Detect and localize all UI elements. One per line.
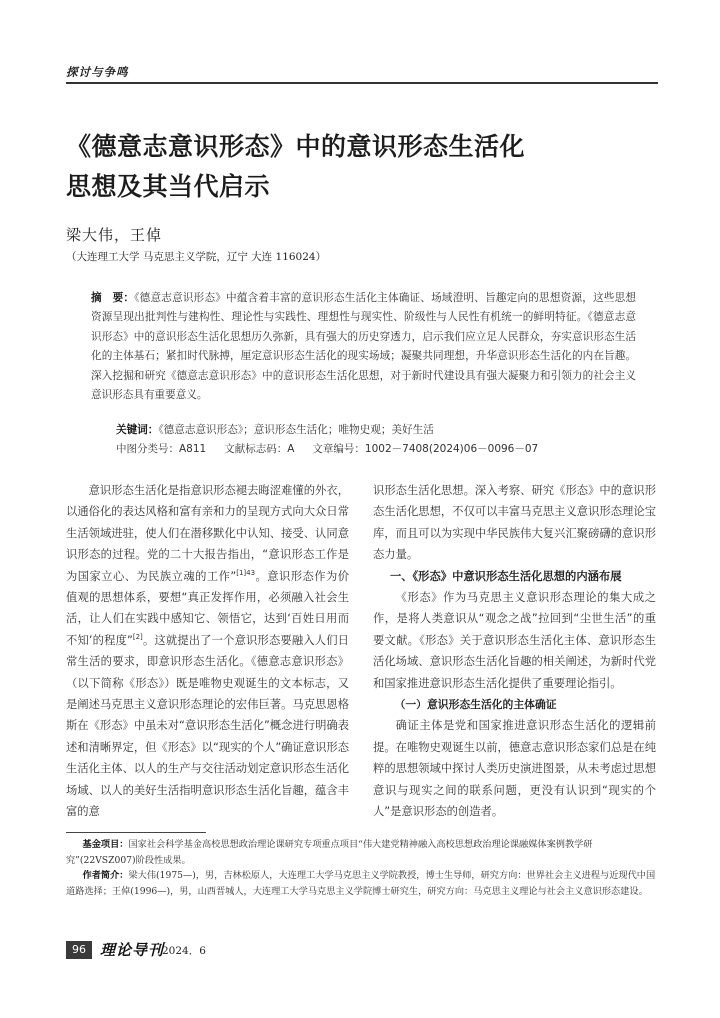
- abstract-text: 《德意志意识形态》中蕴含着丰富的意识形态生活化主体确证、场域澄明、旨趣定向的思想资源，这些思想资源呈现出批判性与建构性、理论性与实践性、理想性与现实性、阶级性与人民性有机统一的鲜明特征。《德意志意识形态》中的意识形态生活化思想历久弥新，具有强大的历史穿透力，启示我们应立足人民群众，夯实意识形态生活化的主体基石；紧扣时代脉搏，厘定意识形态生活化的现实场域；凝聚共同理想，升华意识形态生活化的内在旨趣。深入挖掘和研究《德意志意识形态》中的意识形态生活化思想，对于新时代建设具有强大凝聚力和引领力的社会主义意识形态具有重要意义。: [91, 292, 637, 402]
- footnote-fund: 基金项目：国家社会科学基金高校思想政治理论课研究专项重点项目“伟大建党精神融入高校思想政治理论课融媒体案例教学研究”(22VSZ007)阶段性成果。: [66, 839, 593, 866]
- document-code: 文献标志码：A: [224, 443, 295, 455]
- clc-number: 中图分类号：A811: [116, 443, 207, 455]
- body-left-column: [66, 480, 349, 823]
- keywords-label: 关键词：: [116, 424, 159, 436]
- citation-ref: [2]: [132, 633, 143, 642]
- paragraph: 《形态》作为马克思主义意识形态理论的集大成之作，是将人类意识从“观念之战”拉回到“尘世生活”的重要文献。《形态》关于意识形态生活化主体、意识形态生活化场域、意识形态生活化旨趣的相关阐述，为新时代党和国家推进意识形态生活化提供了重要理论指引。: [373, 591, 656, 690]
- footnote-author: 作者简介：梁大伟(1975—)，男，吉林松原人，大连理工大学马克思主义学院教授，博士生导师，研究方向：世界社会主义进程与近现代中国道路选择；王倬(1996—)，男，山西晋城人，大连理工大学马克思主义学院博士研究生，研究方向：马克思主义理论与社会主义意识形态建设。: [66, 870, 656, 897]
- section-label: 探讨与争鸣: [66, 65, 129, 79]
- header-rule: [66, 82, 658, 84]
- footnote-rule: [66, 832, 206, 833]
- paragraph: 确证主体是党和国家推进意识形态生活化的逻辑前提。在唯物史观诞生以前，德意志意识形态家们总是在纯粹的思想领域中探讨人类历史演进图景，从未考虑过思想意识与现实之间的联系问题，更没有认识到“现实的个人”是意识形态的创造者。: [373, 719, 656, 819]
- article-affiliation: （大连理工大学 马克思主义学院，辽宁 大连 116024）: [66, 251, 327, 263]
- classification-line: [116, 441, 636, 457]
- keywords-text: 《德意志意识形态》；意识形态生活化；唯物史观；美好生活: [158, 424, 434, 436]
- paragraph: 识形态生活化思想。深入考察、研究《形态》中的意识形态生活化思想，不仅可以丰富马克思主义意识形态理论宝库，而且可以为实现中华民族伟大复兴汇聚磅礴的意识形态力量。: [373, 484, 656, 562]
- journal-issue: 2024．6: [162, 945, 206, 957]
- article-title-line2: 思想及其当代启示: [66, 172, 271, 201]
- article-title-line1: 《德意志意识形态》中的意识形态生活化: [66, 132, 526, 161]
- article-number: 文章编号：1002－7408(2024)06－0096－07: [312, 443, 539, 455]
- subsection-heading: （一）意识形态生活化的主体确证: [394, 698, 557, 712]
- keywords: [116, 422, 636, 438]
- abstract: [91, 289, 636, 405]
- article-authors: 梁大伟，王倬: [66, 226, 163, 244]
- footnotes: [66, 837, 658, 899]
- page-number: 96: [66, 941, 92, 959]
- section-heading: 一、《形态》中意识形态生活化思想的内涵布展: [389, 569, 622, 583]
- abstract-label: 摘 要：: [91, 292, 135, 304]
- body-right-column: [373, 480, 656, 823]
- paragraph: 意识形态生活化是指意识形态褪去晦涩难懂的外衣，以通俗化的表达风格和富有亲和力的呈现方式向大众日常生活领域进驻，使人们在潜移默化中认知、接受、认同意识形态的过程。党的二十大报告指出，“意识形态工作是为国家立心、为民族立魂的工作”$^{[1]43}$。意识形态作为价值观的思想体系，要想“真正发挥作用，必须融入社会生活，让人们在实践中感知它、领悟它，达到‘百姓日用而不知’的程度”[2]。这就提出了一个意识形态要融入人们日常生活的要求，即意识形态生活化。《德意志意识形态》（以下简称《形态》）既是唯物史观诞生的文本标志，又是阐述马克思主义意识形态理论的宏伟巨著。马克思恩格斯在《形态》中虽未对“意识形态生活化”概念进行明确表述和清晰界定，但《形态》以“现实的个人”确证意识形态生活化主体、以人的生产与交往活动划定意识形态生活化场域、以人的美好生活指明意识形态生活化旨趣，蕴含丰富的意: [66, 484, 349, 819]
- journal-name: 理论导刊: [100, 941, 165, 959]
- citation-ref: [1]43: [236, 568, 256, 577]
